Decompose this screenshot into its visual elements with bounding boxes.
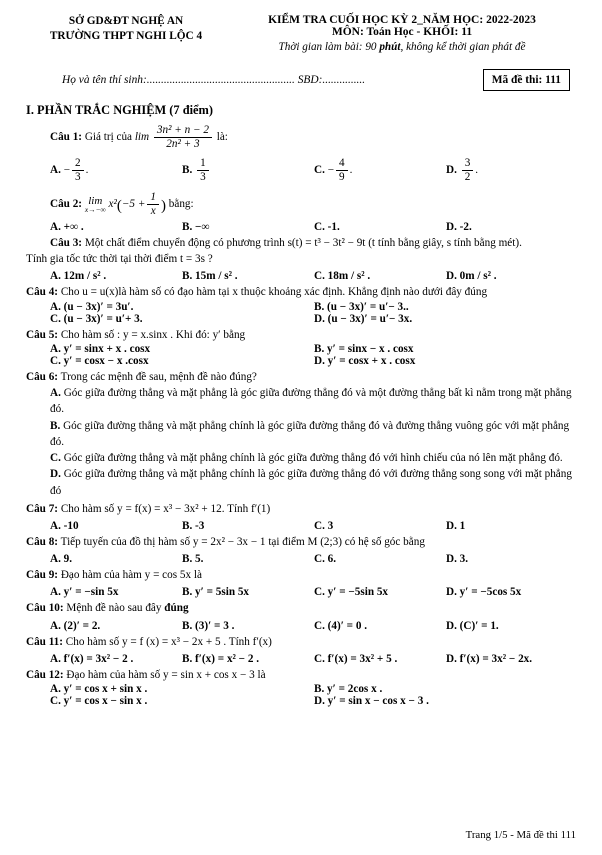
option-c[interactable] (314, 553, 446, 565)
option-a-num: 2 (72, 157, 84, 171)
question-3-options (26, 270, 578, 282)
option-d-text: D. -2. (446, 220, 472, 233)
question-11 (26, 634, 578, 665)
option-b[interactable] (182, 653, 314, 665)
option-a-text: A. 12m / s² . (50, 270, 107, 283)
question-9 (26, 567, 578, 598)
question-2-suffix: bằng: (168, 197, 194, 210)
option-b[interactable] (26, 418, 578, 450)
question-8-text: Tiếp tuyến của đồ thị hàm số y = 2x² − 3x − 1 tại điểm M (2;3) có hệ số góc bằng (60, 535, 425, 548)
option-c[interactable] (314, 653, 446, 665)
option-a[interactable] (50, 683, 314, 695)
option-d[interactable] (314, 313, 578, 325)
question-4-label: Câu 4: (26, 286, 59, 299)
option-b[interactable] (314, 683, 578, 695)
option-d[interactable] (446, 157, 578, 184)
option-b-text: B. 5. (182, 553, 204, 566)
option-c[interactable] (314, 270, 446, 282)
option-d[interactable] (446, 221, 578, 233)
question-3 (26, 235, 578, 282)
option-c[interactable] (314, 221, 446, 233)
option-a-sign: − (63, 164, 70, 177)
option-a-text: A. (u − 3x)′ = 3u′. (50, 300, 134, 313)
option-b-text: B. (u − 3x)′ = u′− 3.. (314, 300, 409, 313)
option-c-sign: − (327, 164, 334, 177)
option-b[interactable] (182, 270, 314, 282)
option-c[interactable] (50, 313, 314, 325)
department-name: SỞ GD&ĐT NGHỆ AN (68, 15, 184, 27)
question-2-inner: −5 + (121, 197, 146, 210)
question-4 (26, 284, 578, 324)
option-b[interactable] (182, 157, 314, 184)
option-c-fraction (336, 157, 348, 184)
question-8 (26, 534, 578, 565)
question-11-options (26, 653, 578, 665)
option-d-key: D. (446, 164, 457, 177)
option-d[interactable] (446, 586, 578, 598)
exam-title-block (226, 14, 578, 53)
question-1-label: Câu 1: (50, 131, 83, 144)
duration-suffix: , không kể thời gian phát đề (400, 41, 526, 53)
option-a-den: 3 (75, 171, 81, 184)
option-d-text: D. y′ = cosx + x . cosx (314, 354, 416, 367)
option-b-den: 3 (200, 171, 206, 184)
question-9-options (26, 586, 578, 598)
question-6-stem (26, 369, 578, 385)
option-b-key: B. (50, 419, 61, 432)
question-6 (26, 369, 578, 499)
option-a[interactable] (50, 553, 182, 565)
option-c-text: C. (u − 3x)′ = u′+ 3. (50, 312, 143, 325)
option-d-text: Góc giữa đường thẳng và mặt phẳng chính là góc giữa đường thẳng đó với đường thẳng song song với mặt phẳng đó (50, 468, 572, 497)
option-d-text: D. 3. (446, 553, 469, 566)
option-b[interactable] (314, 343, 578, 355)
option-a-text: A. -10 (50, 519, 79, 532)
option-a-key: A. (50, 164, 61, 177)
option-d-text: D. (C)′ = 1. (446, 619, 499, 632)
inner-den: x (150, 204, 156, 217)
limit-subscript: x→−∞ (84, 204, 106, 214)
option-c[interactable] (50, 355, 314, 367)
question-12-text: Đạo hàm của hàm số y = sin x + cos x − 3 là (66, 668, 266, 681)
question-9-text: Đạo hàm của hàm y = cos 5x là (60, 569, 202, 582)
question-1-stem (26, 124, 578, 151)
limit-operator (85, 196, 106, 213)
question-2-stem: Câu 2: lim x→−∞ x²(−5 + $\frac{1}{x}$ ) bằng: (50, 190, 194, 217)
question-5-options-row1 (26, 343, 578, 355)
option-d[interactable] (446, 653, 578, 665)
option-a[interactable] (50, 653, 182, 665)
option-d-fraction (462, 157, 474, 184)
question-10 (26, 600, 578, 631)
question-3-label: Câu 3: (50, 236, 83, 249)
option-a-tail: . (85, 164, 89, 177)
option-b-text: B. 15m / s² . (182, 270, 238, 283)
page-header (26, 14, 578, 53)
option-d[interactable] (314, 355, 578, 367)
option-c-text: C. y′ = −5sin 5x (314, 586, 389, 599)
option-b-key: B. (182, 164, 193, 177)
option-b[interactable] (182, 586, 314, 598)
option-a-text: A. y′ = −sin 5x (50, 586, 119, 599)
option-d-text: D. y′ = −5cos 5x (446, 586, 522, 599)
question-7 (26, 501, 578, 532)
option-c-num: 4 (336, 157, 348, 171)
option-d-text: D. f′(x) = 3x² − 2x. (446, 652, 533, 665)
option-c[interactable] (26, 450, 578, 466)
option-a[interactable] (50, 586, 182, 598)
option-b-text: Góc giữa đường thẳng và mặt phẳng chính là góc giữa đường thẳng đó và đường thẳng vuông góc với mặt phẳng đó. (50, 419, 570, 448)
duration-unit: phút (379, 41, 401, 53)
option-c-text: C. 3 (314, 519, 334, 532)
question-7-stem (26, 501, 578, 517)
option-a-text: A. f′(x) = 3x² − 2 . (50, 652, 134, 665)
question-5-text: Cho hàm số : y = x.sinx . Khi đó: y′ bằng (60, 328, 246, 341)
option-d[interactable] (446, 270, 578, 282)
option-a-fraction (72, 157, 84, 184)
section-title: I. PHẦN TRẮC NGHIỆM (7 điểm) (26, 103, 214, 117)
question-2-fraction (147, 191, 159, 218)
option-a-text: A. +∞ . (50, 220, 84, 233)
question-5-label: Câu 5: (26, 328, 59, 341)
option-c-text: C. y′ = cosx − x .cosx (50, 354, 149, 367)
question-2-label: Câu 2: (50, 197, 83, 210)
inner-num: 1 (147, 191, 159, 205)
option-d[interactable] (446, 553, 578, 565)
question-1-options (26, 157, 578, 184)
option-b-num: 1 (197, 157, 209, 171)
question-9-label: Câu 9: (26, 569, 59, 582)
option-d-tail: . (475, 164, 479, 177)
option-b[interactable] (314, 301, 578, 313)
option-c-text: C. -1. (314, 220, 340, 233)
option-b-text: B. y′ = 2cos x . (314, 683, 383, 696)
option-c[interactable] (50, 695, 314, 707)
fraction-numerator: 3n² + n − 2 (154, 124, 212, 138)
question-3-stem (26, 235, 578, 251)
question-1-text: Giá trị của (84, 131, 133, 144)
question-10-emphasis: đúng (164, 602, 189, 615)
option-a[interactable] (26, 385, 578, 417)
question-12-options-row2 (26, 695, 578, 707)
limit-word: lim (88, 194, 103, 207)
option-b-text: B. (3)′ = 3 . (182, 619, 235, 632)
option-a-text: A. y′ = sinx + x . cosx (50, 342, 151, 355)
fraction-denominator: 2n² + 3 (166, 137, 200, 150)
option-a-key: A. (50, 387, 61, 400)
question-11-label: Câu 11: (26, 635, 63, 648)
option-a-text: A. y′ = cos x + sin x . (50, 683, 148, 696)
option-a[interactable] (50, 343, 314, 355)
option-d[interactable] (446, 520, 578, 532)
question-10-stem (26, 600, 578, 616)
question-8-label: Câu 8: (26, 535, 59, 548)
question-1-suffix: là: (216, 131, 228, 144)
exam-code-box: Mã đề thi: 111 (483, 69, 570, 91)
option-a[interactable] (50, 301, 314, 313)
fraction-q1 (154, 124, 212, 151)
question-10-options (26, 620, 578, 632)
candidate-row (26, 69, 578, 91)
school-name: TRƯỜNG THPT NGHI LỘC 4 (49, 30, 203, 43)
option-c-key: C. (314, 164, 325, 177)
option-a-text: A. 9. (50, 553, 73, 566)
option-c-text: C. y′ = cos x − sin x . (50, 695, 148, 708)
question-10-text: Mệnh đề nào sau đây (66, 602, 165, 615)
option-c-key: C. (50, 452, 61, 465)
option-c-text: C. (4)′ = 0 . (314, 619, 368, 632)
question-6-text: Trong các mệnh đề sau, mệnh đề nào đúng? (60, 370, 257, 383)
question-12-label: Câu 12: (26, 668, 64, 681)
option-a[interactable] (50, 270, 182, 282)
question-3-text: Một chất điểm chuyển động có phương trình s(t) = t³ − 3t² − 9t (t tính bằng giây, s tính bằng mét). (84, 236, 522, 249)
question-4-text: Cho u = u(x)là hàm số có đạo hàm tại x thuộc khoảng xác định. Khẳng định nào dưới đây đúng (60, 286, 488, 299)
option-b-text: B. -3 (182, 519, 205, 532)
exam-title: KIỂM TRA CUỐI HỌC KỲ 2_NĂM HỌC: 2022-2023 (268, 14, 536, 26)
option-b-fraction (197, 157, 209, 184)
option-d-den: 2 (464, 171, 471, 184)
question-7-text: Cho hàm số y = f(x) = x³ − 3x² + 12. Tính f′(1) (60, 502, 271, 515)
question-7-label: Câu 7: (26, 502, 59, 515)
option-b-text: B. y′ = 5sin 5x (182, 586, 250, 599)
option-c[interactable] (314, 520, 446, 532)
question-8-stem (26, 534, 578, 550)
duration-prefix: Thời gian làm bài: 90 (278, 41, 380, 53)
school-block (26, 14, 226, 45)
option-c-text: C. 18m / s² . (314, 270, 371, 283)
question-8-options (26, 553, 578, 565)
question-11-stem (26, 634, 578, 650)
question-11-text: Cho hàm số y = f (x) = x³ − 2x + 5 . Tính f′(x) (65, 635, 272, 648)
exam-duration (226, 41, 578, 53)
option-c-text: C. 6. (314, 553, 337, 566)
option-a[interactable] (50, 221, 182, 233)
option-a[interactable] (50, 520, 182, 532)
option-b-text: B. y′ = sinx − x . cosx (314, 342, 414, 355)
question-12-stem (26, 667, 578, 683)
option-a[interactable] (50, 620, 182, 632)
question-4-options-row2 (26, 313, 578, 325)
option-d-text: D. y′ = sin x − cos x − 3 . (314, 695, 429, 708)
option-d-num: 3 (462, 157, 474, 171)
option-d[interactable] (26, 466, 578, 498)
option-c-text: C. f′(x) = 3x² + 5 . (314, 652, 398, 665)
option-c-tail: . (349, 164, 353, 177)
option-c[interactable] (314, 586, 446, 598)
option-b-text: B. f′(x) = x² − 2 . (182, 652, 260, 665)
question-4-stem (26, 284, 578, 300)
question-5-options-row2 (26, 355, 578, 367)
page-footer: Trang 1/5 - Mã đề thi 111 (465, 829, 576, 841)
option-b[interactable] (182, 520, 314, 532)
question-5-stem (26, 327, 578, 343)
option-b[interactable] (182, 553, 314, 565)
question-7-options (26, 520, 578, 532)
option-d[interactable] (314, 695, 578, 707)
question-2 (26, 191, 578, 233)
question-10-label: Câu 10: (26, 602, 64, 615)
question-4-options-row1 (26, 301, 578, 313)
option-d-text: D. 1 (446, 519, 466, 532)
question-5 (26, 327, 578, 367)
question-2-options (26, 221, 578, 233)
question-9-stem (26, 567, 578, 583)
option-b-text: B. −∞ (182, 220, 210, 233)
exam-subject: MÔN: Toán Học - KHỐI: 11 (331, 26, 473, 38)
option-d[interactable] (446, 620, 578, 632)
option-d-key: D. (50, 468, 61, 481)
option-d-text: D. 0m / s² . (446, 270, 497, 283)
option-a[interactable] (50, 157, 182, 184)
option-c[interactable] (314, 157, 446, 184)
option-c-den: 9 (339, 171, 345, 184)
option-a-text: A. (2)′ = 2. (50, 619, 101, 632)
question-1 (26, 124, 578, 185)
limit-operator: lim (134, 131, 150, 144)
candidate-name-line: Họ và tên thí sinh:.................................................... SBD:............... (62, 74, 366, 86)
option-b[interactable] (182, 221, 314, 233)
question-6-label: Câu 6: (26, 370, 59, 383)
question-2-expr: x² (108, 197, 117, 210)
question-3-stem-2: Tính gia tốc tức thời tại thời điểm t = 3s ? (26, 253, 213, 266)
question-12-options-row1 (26, 683, 578, 695)
option-c[interactable] (314, 620, 446, 632)
option-d-text: D. (u − 3x)′ = u′− 3x. (314, 312, 413, 325)
question-12 (26, 667, 578, 707)
option-a-text: Góc giữa đường thẳng và mặt phẳng là góc giữa đường thẳng đó và một đường thẳng bất kì nằm trong mặt phẳng đó. (50, 387, 572, 416)
option-b[interactable] (182, 620, 314, 632)
option-c-text: Góc giữa đường thẳng và mặt phẳng chính là góc giữa đường thẳng đó với hình chiếu của nó lên mặt phẳng đó. (63, 452, 563, 465)
